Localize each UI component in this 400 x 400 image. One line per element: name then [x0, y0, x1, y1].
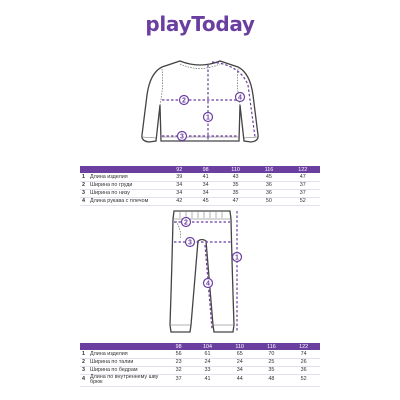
- row-value: 70: [256, 350, 288, 358]
- row-value: 43: [219, 173, 252, 181]
- row-value: 35: [219, 189, 252, 197]
- row-number: 1: [80, 350, 88, 358]
- row-label: Длина изделия: [88, 350, 166, 358]
- svg-text:4: 4: [238, 94, 242, 102]
- table-row: [80, 374, 320, 387]
- sweatshirt-size-table: [80, 166, 320, 206]
- table-header-size: 110: [219, 166, 252, 173]
- table-row: [80, 350, 320, 358]
- table-header-size: 98: [192, 166, 218, 173]
- row-value: 52: [287, 374, 320, 387]
- row-value: 23: [166, 358, 191, 366]
- row-value: 42: [166, 197, 192, 205]
- row-value: 44: [224, 374, 256, 387]
- pants-mark-2: [182, 218, 191, 227]
- row-value: 33: [191, 366, 224, 374]
- row-value: 34: [192, 189, 218, 197]
- row-value: 45: [192, 197, 218, 205]
- table-header-row: [80, 166, 320, 173]
- table-header-row: [80, 343, 320, 350]
- svg-text:1: 1: [235, 254, 239, 262]
- row-value: 74: [287, 350, 320, 358]
- row-value: 34: [224, 366, 256, 374]
- sweatshirt-mark-4: [236, 93, 245, 102]
- row-value: 47: [286, 173, 320, 181]
- table-header-size: 116: [252, 166, 285, 173]
- row-number: 2: [80, 358, 88, 366]
- table-row: [80, 358, 320, 366]
- table-row: [80, 197, 320, 205]
- row-value: 36: [287, 366, 320, 374]
- sweatshirt-mark-3: [178, 132, 187, 141]
- table-header-size: 116: [256, 343, 288, 350]
- row-number: 2: [80, 181, 88, 189]
- row-number: 3: [80, 366, 88, 374]
- row-value: 37: [286, 181, 320, 189]
- row-value: 47: [219, 197, 252, 205]
- row-value: 37: [166, 374, 191, 387]
- pants-diagram: [160, 205, 245, 340]
- row-value: 61: [191, 350, 224, 358]
- table-row: [80, 181, 320, 189]
- table-header-size: 122: [287, 343, 320, 350]
- row-value: 37: [286, 189, 320, 197]
- pants-mark-4: [204, 279, 213, 288]
- row-value: 48: [256, 374, 288, 387]
- table-header-blank: [80, 166, 166, 173]
- row-value: 45: [252, 173, 285, 181]
- row-label: Ширина по бедрам: [88, 366, 166, 374]
- row-value: 65: [224, 350, 256, 358]
- pants-mark-3: [186, 238, 195, 247]
- sweatshirt-diagram: [120, 55, 280, 155]
- table-header-size: 122: [286, 166, 320, 173]
- row-number: 4: [80, 374, 88, 387]
- row-value: 35: [256, 366, 288, 374]
- table-row: [80, 189, 320, 197]
- row-number: 3: [80, 189, 88, 197]
- pants-size-table: [80, 343, 320, 387]
- table-row: [80, 366, 320, 374]
- row-value: 56: [166, 350, 191, 358]
- row-value: 25: [256, 358, 288, 366]
- table-header-size: 98: [166, 343, 191, 350]
- table-header-size: 104: [191, 343, 224, 350]
- row-value: 24: [191, 358, 224, 366]
- brand-logo: playToday: [145, 12, 255, 36]
- table-row: [80, 173, 320, 181]
- row-value: 36: [252, 181, 285, 189]
- svg-text:2: 2: [182, 97, 186, 105]
- row-value: 34: [166, 189, 192, 197]
- row-value: 35: [219, 181, 252, 189]
- svg-text:3: 3: [188, 239, 192, 247]
- row-value: 34: [192, 181, 218, 189]
- row-label: Длина по внутреннему шву брюк: [88, 374, 166, 387]
- row-value: 50: [252, 197, 285, 205]
- row-label: Ширина по низу: [88, 189, 166, 197]
- row-value: 32: [166, 366, 191, 374]
- row-label: Длина изделия: [88, 173, 166, 181]
- table-header-blank: [80, 343, 166, 350]
- svg-text:3: 3: [180, 133, 184, 141]
- pants-mark-1: [233, 253, 242, 262]
- row-label: Длина рукава с плечом: [88, 197, 166, 205]
- row-value: 36: [252, 189, 285, 197]
- row-value: 24: [224, 358, 256, 366]
- svg-text:1: 1: [206, 114, 210, 122]
- row-value: 41: [192, 173, 218, 181]
- row-value: 39: [166, 173, 192, 181]
- row-value: 26: [287, 358, 320, 366]
- sweatshirt-mark-1: [204, 113, 213, 122]
- row-label: Ширина по талии: [88, 358, 166, 366]
- svg-text:2: 2: [184, 219, 188, 227]
- row-label: Ширина по груди: [88, 181, 166, 189]
- svg-text:4: 4: [206, 280, 210, 288]
- row-value: 41: [191, 374, 224, 387]
- row-value: 34: [166, 181, 192, 189]
- row-value: 52: [286, 197, 320, 205]
- sweatshirt-mark-2: [180, 96, 189, 105]
- row-number: 1: [80, 173, 88, 181]
- table-header-size: 92: [166, 166, 192, 173]
- row-number: 4: [80, 197, 88, 205]
- table-header-size: 110: [224, 343, 256, 350]
